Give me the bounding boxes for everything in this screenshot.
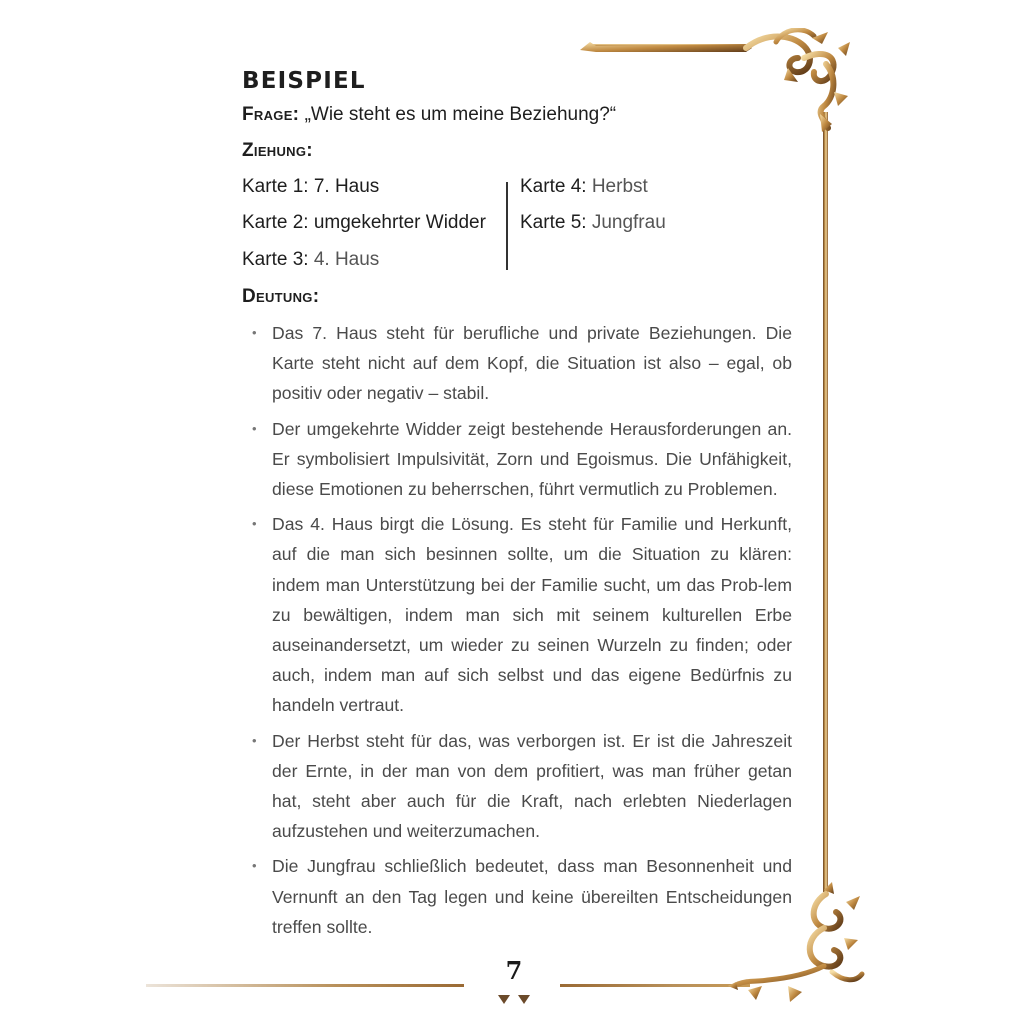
card-1-value: 7. Haus <box>313 176 380 197</box>
page-number-ornament-icon <box>496 993 532 1005</box>
list-item: • Das 7. Haus steht für berufliche und private Beziehungen. Die Karte steht nicht auf dem Kopf, die Situation ist also – egal, ob positiv oder negativ – stabil. <box>252 318 792 409</box>
card-4-label: Karte 4: <box>520 176 587 197</box>
card-3 <box>242 249 379 271</box>
card-3-label: Karte 3: <box>242 249 309 270</box>
page-number: 7 <box>505 956 523 985</box>
question-text: „Wie steht es um meine Beziehung?“ <box>304 104 617 125</box>
frame-line-bottom-left <box>146 984 464 987</box>
card-5-label: Karte 5: <box>520 212 587 233</box>
list-item: • Das 4. Haus birgt die Lösung. Es steht für Familie und Herkunft, auf die man sich besinnen sollte, um die Situation zu klären: indem man Unterstützung bei der Familie sucht, um das Prob-lem zu bewältigen, indem man sich mit seinem kulturellen Erbe auseinandersetzt, um wieder zu seinen Wurzeln zu finden; oder auch, indem man auf sich selbst und das eigene Bedürfnis zu handeln vertraut. <box>252 509 792 720</box>
section-heading: BEISPIEL <box>242 68 366 94</box>
frame-line-bottom-right <box>560 984 750 987</box>
card-1-label: Karte 1: <box>242 176 309 197</box>
question-label: Frage: <box>242 104 300 125</box>
draw-label: Ziehung: <box>242 140 313 161</box>
card-1 <box>242 176 379 198</box>
card-5 <box>520 212 666 234</box>
card-4 <box>520 176 648 198</box>
interpretation-list <box>252 318 792 947</box>
frame-line-right <box>823 112 828 892</box>
card-4-value: Herbst <box>591 176 648 197</box>
card-2-value: umgekehrter Widder <box>313 212 486 233</box>
cards-divider <box>506 182 508 270</box>
card-2 <box>242 212 486 234</box>
corner-ornament-top-right-icon <box>576 28 856 138</box>
list-item: • Die Jungfrau schließlich bedeutet, dass man Besonnenheit und Vernunft an den Tag legen und keine übereilten Entscheidungen treffen sollte. <box>252 851 792 942</box>
list-item: • Der umgekehrte Widder zeigt bestehende Herausforderungen an. Er symbolisiert Impulsivität, Zorn und Egoismus. Die Unfähigkeit, diese Emotionen zu beherrschen, führt vermutlich zu Problemen. <box>252 414 792 505</box>
question-line <box>242 104 616 126</box>
card-2-label: Karte 2: <box>242 212 309 233</box>
card-5-value: Jungfrau <box>591 212 666 233</box>
card-3-value: 4. Haus <box>313 249 380 270</box>
list-item: • Der Herbst steht für das, was verborgen ist. Er ist die Jahreszeit der Ernte, in der man von dem profitiert, was man früher getan hat, steht aber auch für die Kraft, nach erlebten Niederlagen aufzustehen und weiterzumachen. <box>252 726 792 847</box>
interpretation-label: Deutung: <box>242 286 320 307</box>
